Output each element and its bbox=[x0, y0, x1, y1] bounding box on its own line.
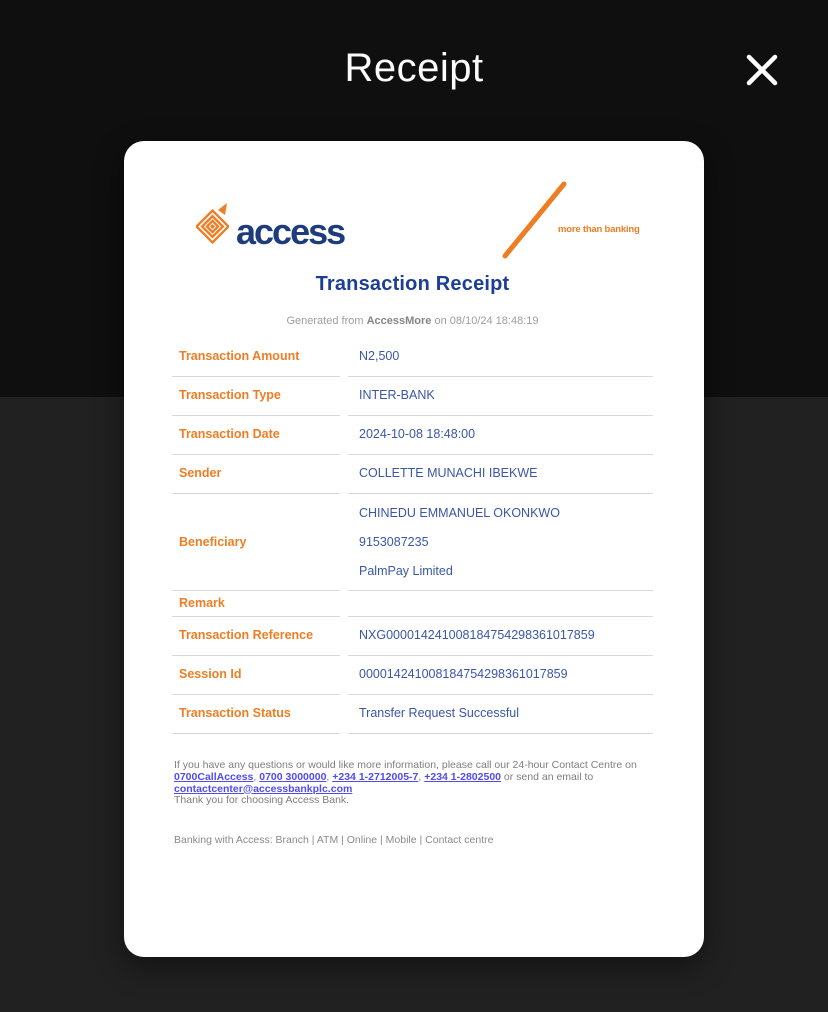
access-wordmark: access bbox=[236, 211, 345, 252]
receipt-row-session-id bbox=[172, 656, 653, 695]
row-value-line: 2024-10-08 18:48:00 bbox=[359, 427, 476, 441]
row-value-line: 000014241008184754298361017859 bbox=[359, 667, 568, 681]
close-icon bbox=[744, 52, 780, 88]
contact-phone-link[interactable]: 0700 3000000 bbox=[259, 770, 327, 783]
row-value-line: CHINEDU EMMANUEL OKONKWO bbox=[359, 506, 560, 520]
row-label: Transaction Type bbox=[172, 377, 340, 416]
contact-phone-link[interactable]: +234 1-2802500 bbox=[424, 770, 501, 783]
receipt-row-transaction-reference bbox=[172, 617, 653, 656]
row-value-line: Transfer Request Successful bbox=[359, 706, 520, 720]
row-value-line: COLLETTE MUNACHI IBEKWE bbox=[359, 466, 538, 480]
row-label: Remark bbox=[172, 591, 340, 617]
row-label: Transaction Date bbox=[172, 416, 340, 455]
receipt-row-remark bbox=[172, 591, 653, 617]
generated-connector: on bbox=[434, 315, 447, 327]
row-value-line: NXG000014241008184754298361017859 bbox=[359, 628, 595, 642]
banking-channels-line: Banking with Access: Branch | ATM | Online | Mobile | Contact centre bbox=[174, 834, 494, 847]
receipt-row-transaction-date bbox=[172, 416, 653, 455]
row-value bbox=[348, 338, 653, 377]
contact-email-link[interactable]: contactcenter@accessbankplc.com bbox=[174, 782, 353, 795]
row-label: Transaction Status bbox=[172, 695, 340, 734]
row-value bbox=[348, 591, 653, 617]
row-value bbox=[348, 656, 653, 695]
receipt-card bbox=[124, 141, 704, 957]
row-value-line: INTER-BANK bbox=[359, 388, 435, 402]
row-value bbox=[348, 617, 653, 656]
row-value bbox=[348, 377, 653, 416]
row-value bbox=[348, 416, 653, 455]
contact-paragraph: If you have any questions or would like more information, please call our 24-hour Contact Centre on 0700CallAccess, 0700 3000000, +234 1-2712005-7, +234 1-2802500 or send an email to contactcenter@accessbankplc.com Thank you for choosing Access Bank. bbox=[174, 759, 637, 807]
row-value bbox=[348, 695, 653, 734]
row-value-line: N2,500 bbox=[359, 349, 400, 363]
receipt-title: Transaction Receipt bbox=[315, 273, 510, 295]
receipt-row-transaction-type bbox=[172, 377, 653, 416]
row-label: Sender bbox=[172, 455, 340, 494]
receipt-row-beneficiary bbox=[172, 494, 653, 591]
page-title: Receipt bbox=[344, 46, 484, 90]
row-value-line: 9153087235 bbox=[359, 535, 429, 549]
generated-prefix: Generated from bbox=[286, 315, 364, 327]
row-label: Beneficiary bbox=[172, 494, 340, 591]
row-label: Transaction Reference bbox=[172, 617, 340, 656]
close-button[interactable] bbox=[740, 48, 784, 92]
receipt-row-sender bbox=[172, 455, 653, 494]
contact-phone-link[interactable]: +234 1-2712005-7 bbox=[332, 770, 419, 783]
row-label: Session Id bbox=[172, 656, 340, 695]
row-value bbox=[348, 494, 653, 591]
receipt-table bbox=[172, 338, 653, 734]
modal-header bbox=[0, 40, 828, 96]
thanks-line: Thank you for choosing Access Bank. bbox=[174, 794, 350, 807]
receipt-row-transaction-status bbox=[172, 695, 653, 734]
generated-app: AccessMore bbox=[366, 315, 432, 327]
row-value-line: PalmPay Limited bbox=[359, 564, 453, 578]
receipt-row-transaction-amount bbox=[172, 338, 653, 377]
row-value bbox=[348, 455, 653, 494]
receipt-body bbox=[124, 141, 704, 957]
contact-phone-link[interactable]: 0700CallAccess bbox=[174, 770, 254, 783]
row-label: Transaction Amount bbox=[172, 338, 340, 377]
generated-line bbox=[172, 315, 653, 328]
brand-tagline: more than banking bbox=[558, 224, 640, 235]
generated-datetime: 08/10/24 18:48:19 bbox=[449, 315, 539, 327]
